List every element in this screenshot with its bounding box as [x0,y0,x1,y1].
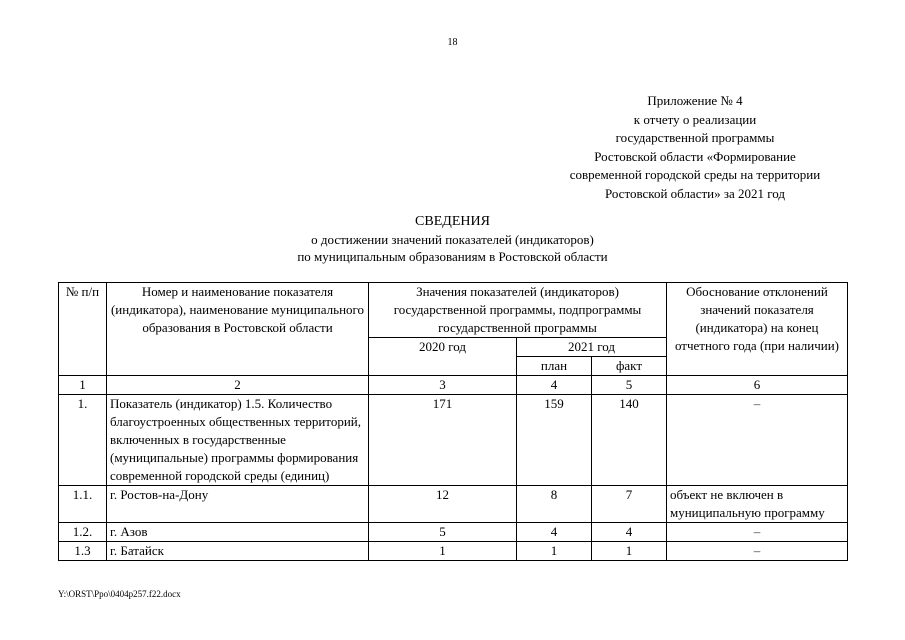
document-subtitle: по муниципальным образованиям в Ростовской области [297,249,608,264]
column-number: 2 [107,376,369,395]
row-value-2020: 12 [369,486,517,523]
table-row [59,542,848,561]
row-plan: 8 [517,486,592,523]
row-num: 1.2. [59,523,107,542]
header-values: Значения показателей (индикаторов) государственной программы, подпрограммы государственной программы [369,283,667,338]
row-plan: 1 [517,542,592,561]
header-name: Номер и наименование показателя (индикатора), наименование муниципального образования в Ростовской области [107,283,369,376]
row-fact: 4 [592,523,667,542]
page-number: 18 [447,37,458,48]
row-reason: – [667,542,848,561]
table-row [59,395,848,486]
row-reason: – [667,523,848,542]
row-name: г. Батайск [107,542,369,561]
appendix-line: современной городской среды на территории [569,167,821,182]
column-number: 3 [369,376,517,395]
column-number: 5 [592,376,667,395]
column-number: 6 [667,376,848,395]
row-name: г. Азов [107,523,369,542]
row-num: 1. [59,395,107,486]
header-year-2021: 2021 год [517,338,667,357]
column-number: 4 [517,376,592,395]
header-fact: факт [592,357,667,376]
document-heading [0,213,905,266]
header-year-2020: 2020 год [369,338,517,376]
row-value-2020: 171 [369,395,517,486]
row-plan: 159 [517,395,592,486]
row-plan: 4 [517,523,592,542]
table-row [59,523,848,542]
row-value-2020: 5 [369,523,517,542]
appendix-block [530,92,860,203]
appendix-line: Приложение № 4 [647,93,743,108]
row-fact: 140 [592,395,667,486]
appendix-line: Ростовской области» за 2021 год [604,185,786,201]
row-fact: 1 [592,542,667,561]
column-number-row [59,376,848,395]
document-subtitle: о достижении значений показателей (индикаторов) [311,231,594,247]
row-num: 1.1. [59,486,107,523]
row-fact: 7 [592,486,667,523]
row-name: Показатель (индикатор) 1.5. Количество благоустроенных общественных территорий, включенных в государственные (муниципальные) программы формирования современной городской среды (единиц) [107,395,369,486]
header-reason: Обоснование отклонений значений показателя (индикатора) на конец отчетного года (при наличии) [667,283,848,376]
document-title: СВЕДЕНИЯ [415,214,490,229]
row-reason: – [667,395,848,486]
row-name: г. Ростов-на-Дону [107,486,369,523]
file-path-footer: Y:\ORST\Ppo\0404p257.f22.docx [58,589,181,599]
column-number: 1 [59,376,107,395]
appendix-line: государственной программы [615,130,775,145]
header-plan: план [517,357,592,376]
appendix-line: Ростовской области «Формирование [594,148,796,164]
header-num: № п/п [59,283,107,376]
table-row [59,486,848,523]
row-num: 1.3 [59,542,107,561]
indicators-table [58,282,848,561]
row-value-2020: 1 [369,542,517,561]
row-reason: объект не включен в муниципальную программу [667,486,848,523]
appendix-line: к отчету о реализации [633,111,757,127]
